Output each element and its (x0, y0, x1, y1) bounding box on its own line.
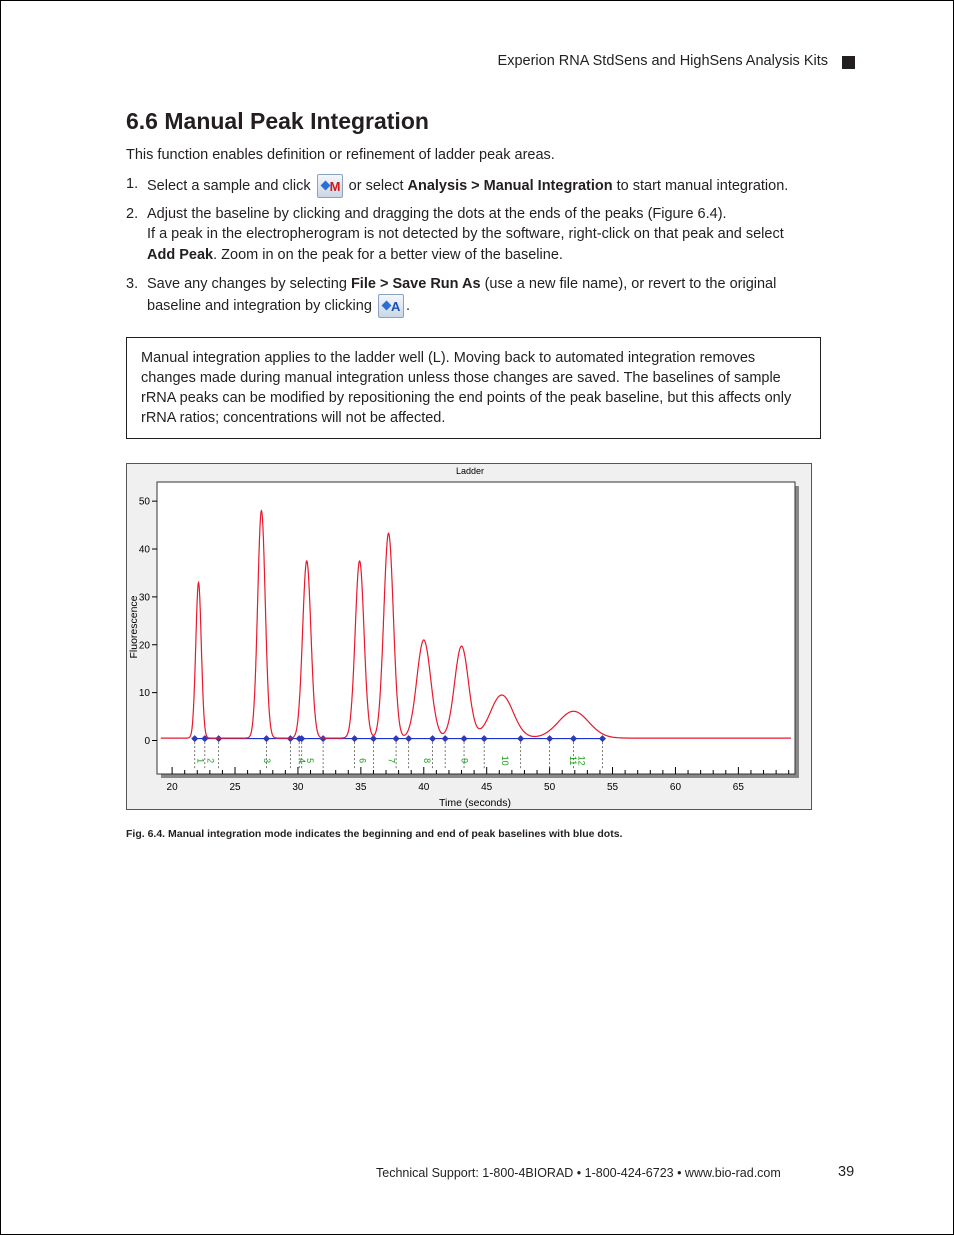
note-text: Manual integration applies to the ladder well (L). Moving back to automated integration removes changes made during manual integration unless those changes are saved. The baselines of sample rRNA peaks can be modified by repositioning the end points of the peak baseline, but this affects only rRNA ratios; concentrations will not be affected. (141, 350, 792, 426)
intro-paragraph: This function enables definition or refinement of ladder peak areas. (126, 147, 555, 163)
x-axis-label: Time (seconds) (439, 797, 511, 809)
section-title: 6.6 Manual Peak Integration (126, 108, 429, 134)
menu-command: Add Peak (147, 246, 214, 263)
y-tick-label: 10 (138, 688, 150, 700)
x-tick-label: 45 (481, 782, 493, 793)
step-text: or select (348, 177, 408, 194)
peak-number-label: 2 (205, 758, 216, 764)
menu-path: Analysis > Manual Integration (407, 177, 613, 194)
y-tick-label: 0 (144, 735, 150, 747)
ladder-chart (127, 464, 811, 809)
step-number: 1. (126, 176, 139, 192)
step-text: If a peak in the electropherogram is not detected by the software, right-click on that peak and select (147, 226, 784, 243)
step-text: Adjust the baseline by clicking and dragging the dots at the ends of the peaks (Figure 6.4). (147, 206, 727, 222)
manual-integration-icon[interactable]: M (317, 174, 343, 198)
x-tick-label: 25 (229, 782, 241, 793)
step-text: (use a new file name), or revert to the original (480, 276, 777, 292)
step-text: . Zoom in on the peak for a better view of the baseline. (213, 246, 563, 263)
step-text: baseline and integration by clicking (147, 298, 372, 315)
y-tick-label: 50 (138, 496, 150, 508)
chart-title: Ladder (455, 466, 485, 476)
peak-number-label: 10 (499, 755, 510, 766)
figure-caption: Fig. 6.4. Manual integration mode indicates the beginning and end of peak baselines with blue dots. (126, 828, 623, 840)
x-tick-label: 55 (606, 782, 619, 793)
x-tick-label: 65 (732, 782, 744, 793)
step-text: Save any changes by selecting (147, 276, 351, 292)
peak-number-label: 7 (386, 758, 397, 764)
x-tick-label: 50 (544, 782, 556, 793)
peak-number-label: 11 (567, 755, 578, 766)
peak-number-label: 9 (459, 758, 470, 764)
y-tick-label: 20 (138, 640, 150, 652)
peak-number-label: 8 (421, 758, 432, 764)
note-box (126, 337, 821, 439)
x-tick-label: 30 (292, 782, 304, 793)
peak-number-label: 12 (576, 755, 587, 766)
y-axis-label: Fluorescence (128, 595, 140, 659)
peak-number-label: 4 (297, 758, 308, 764)
peak-number-label: 5 (304, 758, 315, 764)
step-text: Select a sample and click (147, 177, 311, 194)
electropherogram-figure (126, 463, 812, 810)
running-header: Experion RNA StdSens and HighSens Analysis Kits (497, 53, 828, 69)
step-text: . (405, 298, 410, 315)
x-tick-label: 20 (166, 782, 178, 793)
y-tick-label: 30 (138, 592, 150, 604)
step-number: 3. (126, 276, 139, 292)
y-tick-label: 40 (138, 544, 150, 556)
header-square-marker (842, 56, 855, 69)
peak-number-label: 3 (261, 758, 272, 764)
auto-integration-icon[interactable]: A (378, 294, 404, 318)
page-number: 39 (838, 1164, 855, 1180)
step-number: 2. (126, 206, 139, 222)
x-tick-label: 40 (418, 782, 430, 793)
peak-number-label: 1 (195, 758, 206, 764)
footer-support: Technical Support: 1-800-4BIORAD • 1-800-424-6723 • www.bio-rad.com (376, 1166, 781, 1180)
x-tick-label: 60 (669, 782, 682, 793)
menu-path: File > Save Run As (350, 276, 481, 292)
peak-number-label: 6 (357, 758, 368, 764)
step-text: to start manual integration. (612, 177, 789, 194)
plot-area (157, 482, 795, 774)
x-tick-label: 35 (355, 782, 367, 793)
